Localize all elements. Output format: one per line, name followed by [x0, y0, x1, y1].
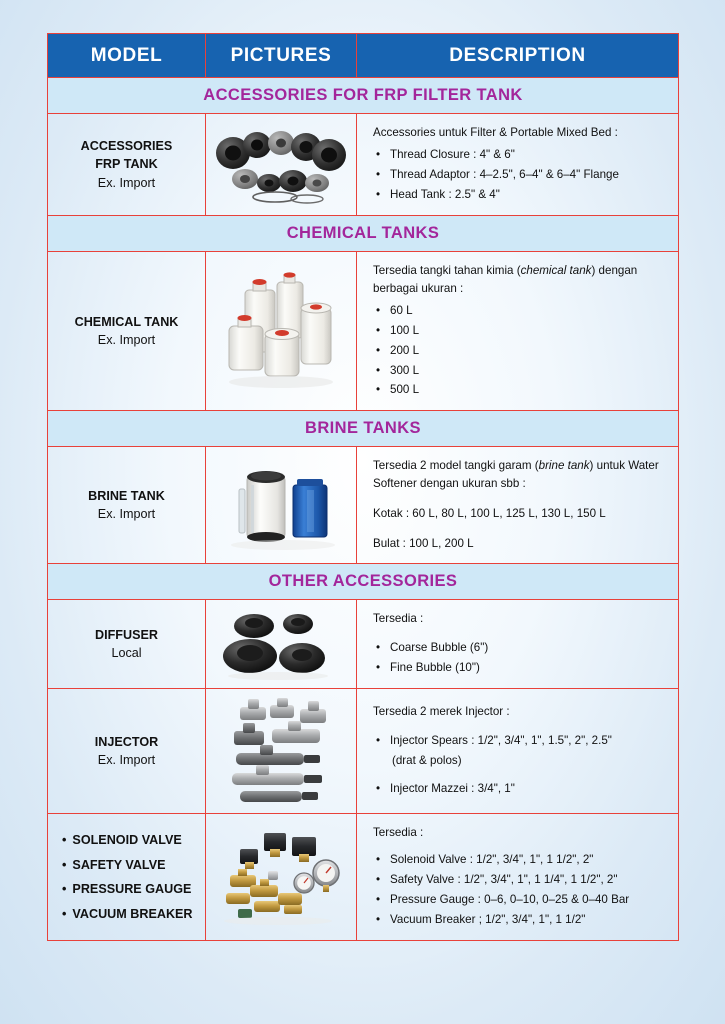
model-origin: Ex. Import — [97, 507, 156, 522]
chemical-tanks-photo — [215, 268, 347, 394]
picture-cell-brine-tank — [206, 447, 357, 564]
model-name-line1: BRINE TANK — [88, 489, 165, 504]
list-item — [388, 731, 664, 771]
description-cell-valves — [357, 814, 679, 941]
description-lead: Tersedia tangki tahan kimia (chemical tank) dengan berbagai ukuran : — [373, 263, 638, 295]
column-header-pictures: PICTURES — [206, 34, 357, 78]
description-cell-frp-accessories — [357, 114, 679, 216]
section-banner-brine-tanks: BRINE TANKS — [48, 411, 679, 447]
section-banner-other-accessories: OTHER ACCESSORIES — [48, 564, 679, 600]
model-origin: Local — [111, 646, 142, 661]
model-name-line1: DIFFUSER — [95, 628, 158, 643]
brine-tanks-photo — [217, 455, 345, 555]
model-origin: Ex. Import — [97, 175, 156, 190]
description-lead: Tersedia : — [373, 826, 424, 840]
description-lead: Tersedia 2 model tangki garam (brine tank) untuk Water Softener dengan ukuran sbb : — [373, 459, 659, 491]
table-header-row — [48, 34, 679, 78]
table-row — [48, 600, 679, 689]
model-bullet-solenoid-valve: • SOLENOID VALVE — [62, 828, 201, 853]
table-body — [48, 78, 679, 941]
table-row — [48, 114, 679, 216]
product-catalog-table — [47, 33, 679, 941]
description-cell-chemical-tank — [357, 251, 679, 411]
description-list — [373, 145, 664, 205]
section-banner-frp: ACCESSORIES FOR FRP FILTER TANK — [48, 78, 679, 114]
list-item: • Safety Valve : 1/2", 3/4", 1", 1 1/4", 1 1/2", 2" — [388, 870, 664, 890]
section-banner-row — [48, 411, 679, 447]
description-list — [373, 731, 664, 799]
picture-cell-chemical-tank — [206, 251, 357, 411]
description-lead: Tersedia : — [373, 612, 424, 626]
list-item: • Head Tank : 2.5" & 4" — [388, 185, 664, 205]
list-item: • Vacuum Breaker ; 1/2", 3/4", 1", 1 1/2" — [388, 910, 664, 930]
section-banner-row — [48, 78, 679, 114]
list-item-text: Injector Spears : 1/2", 3/4", 1", 1.5", 2", 2.5" — [390, 734, 612, 748]
model-cell-brine-tank — [48, 447, 206, 564]
column-header-description: DESCRIPTION — [357, 34, 679, 78]
description-cell-injector — [357, 689, 679, 814]
list-item: • 100 L — [388, 321, 664, 341]
list-item: • 500 L — [388, 380, 664, 400]
list-item-subtext: (drat & polos) — [392, 754, 462, 768]
column-header-model: MODEL — [48, 34, 206, 78]
valves-gauges-photo — [216, 827, 346, 927]
description-list — [373, 301, 664, 401]
list-item: • Solenoid Valve : 1/2", 3/4", 1", 1 1/2", 2" — [388, 850, 664, 870]
model-origin: Ex. Import — [97, 753, 156, 768]
section-banner-row — [48, 564, 679, 600]
description-plain-1: Kotak : 60 L, 80 L, 100 L, 125 L, 130 L, 150 L — [373, 507, 606, 521]
list-item: • 60 L — [388, 301, 664, 321]
table-header — [48, 34, 679, 78]
list-item: • Fine Bubble (10") — [388, 658, 664, 678]
description-plain-2: Bulat : 100 L, 200 L — [373, 537, 474, 551]
description-list — [373, 850, 664, 930]
description-cell-diffuser — [357, 600, 679, 689]
section-banner-row — [48, 215, 679, 251]
injector-photo — [216, 695, 346, 807]
list-item: • Injector Mazzei : 3/4", 1" — [388, 779, 664, 799]
model-bullet-safety-valve: • SAFETY VALVE — [62, 853, 201, 878]
frp-accessories-photo — [211, 121, 351, 207]
catalog-page — [47, 33, 679, 991]
model-name-line1: ACCESSORIES — [80, 139, 173, 154]
list-item: • Coarse Bubble (6") — [388, 638, 664, 658]
table-row — [48, 447, 679, 564]
table-row — [48, 251, 679, 411]
model-cell-valves — [48, 814, 206, 941]
list-item: • 300 L — [388, 361, 664, 381]
model-name-line1: CHEMICAL TANK — [74, 314, 179, 329]
list-item: • Thread Closure : 4" & 6" — [388, 145, 664, 165]
picture-cell-injector — [206, 689, 357, 814]
picture-cell-diffuser — [206, 600, 357, 689]
model-name-line2: FRP TANK — [95, 157, 158, 172]
description-list — [373, 638, 664, 678]
list-item: • 200 L — [388, 341, 664, 361]
model-cell-diffuser — [48, 600, 206, 689]
model-bullet-pressure-gauge: • PRESSURE GAUGE — [62, 877, 201, 902]
model-cell-chemical-tank — [48, 251, 206, 411]
description-cell-brine-tank — [357, 447, 679, 564]
model-cell-injector — [48, 689, 206, 814]
picture-cell-valves — [206, 814, 357, 941]
model-bullet-vacuum-breaker: • VACUUM BREAKER — [62, 902, 201, 927]
list-item: • Thread Adaptor : 4–2.5", 6–4" & 6–4" Flange — [388, 165, 664, 185]
list-item: • Pressure Gauge : 0–6, 0–10, 0–25 & 0–40 Bar — [388, 890, 664, 910]
description-lead: Tersedia 2 merek Injector : — [373, 705, 510, 719]
table-row — [48, 814, 679, 941]
model-origin: Ex. Import — [97, 333, 156, 348]
model-cell-frp-accessories — [48, 114, 206, 216]
description-lead: Accessories untuk Filter & Portable Mixed Bed : — [373, 126, 618, 139]
section-banner-chemical-tanks: CHEMICAL TANKS — [48, 215, 679, 251]
table-row — [48, 689, 679, 814]
diffuser-photo — [216, 606, 346, 682]
model-name-line1: INJECTOR — [94, 735, 159, 750]
picture-cell-frp-accessories — [206, 114, 357, 216]
